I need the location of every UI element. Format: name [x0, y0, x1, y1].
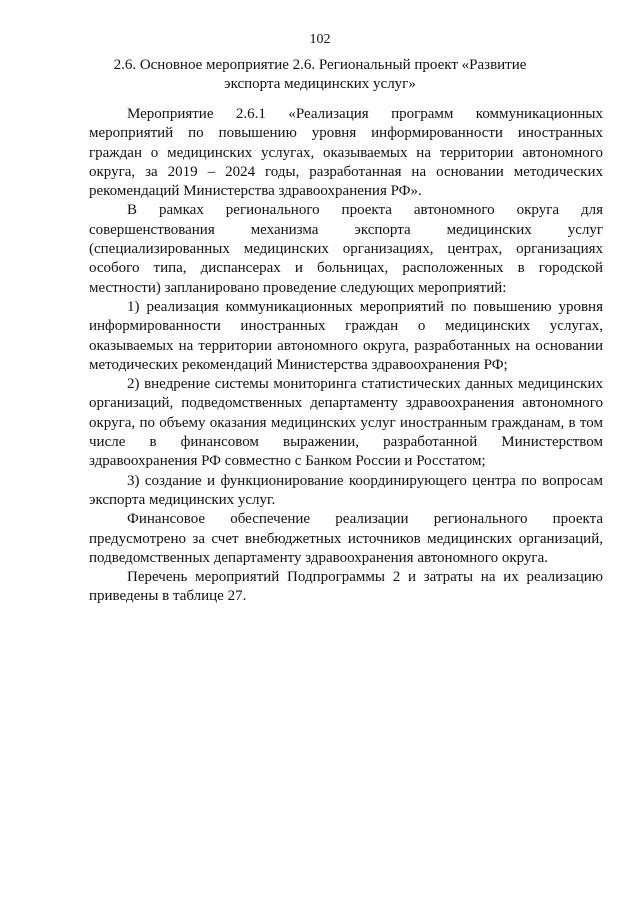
document-body	[89, 105, 603, 607]
section-title: 2.6. Основное мероприятие 2.6. Региональный проект «Развитие экспорта медицинских услуг»	[113, 57, 527, 92]
list-item-1: 1) реализация коммуникационных мероприятий по повышению уровня информированности иностранных граждан о медицинских услугах, оказываемых на территории автономного округа, разработанных на основании методических рекомендаций Министерства здравоохранения РФ;	[89, 298, 603, 373]
paragraph-measure-2-6-1: Мероприятие 2.6.1 «Реализация программ коммуникационных мероприятий по повышению уровня информированности иностранных граждан о медицинских услугах, оказываемых на территории автономного округа, за 2019 – 2024 годы, разработанная на основании методических рекомендаций Министерства здравоохранения РФ».	[89, 106, 603, 200]
list-item-3: 3) создание и функционирование координирующего центра по вопросам экспорта медицинских услуг.	[89, 472, 603, 508]
paragraph-financing: Финансовое обеспечение реализации регионального проекта предусмотрено за счет внебюджетных источников медицинских организаций, подведомственных департаменту здравоохранения автономного округа.	[89, 511, 603, 566]
page-number: 102	[309, 32, 331, 47]
paragraph-table-reference: Перечень мероприятий Подпрограммы 2 и затраты на их реализацию приведены в таблице 27.	[89, 569, 603, 605]
list-item-2: 2) внедрение системы мониторинга статистических данных медицинских организаций, подведомственных департаменту здравоохранения автономного округа, по объему оказания медицинских услуг иностранным гражданам, в том числе в финансовом выражении, разработанной Министерством здравоохранения РФ совместно с Банком России и Росстатом;	[89, 376, 603, 470]
paragraph-regional-project-scope: В рамках регионального проекта автономного округа для совершенствования механизма экспорта медицинских услуг (специализированных медицинских организациях, центрах, организациях особого типа, диспансерах и больницах, расположенных в городской местности) запланировано проведение следующих мероприятий:	[89, 202, 603, 296]
